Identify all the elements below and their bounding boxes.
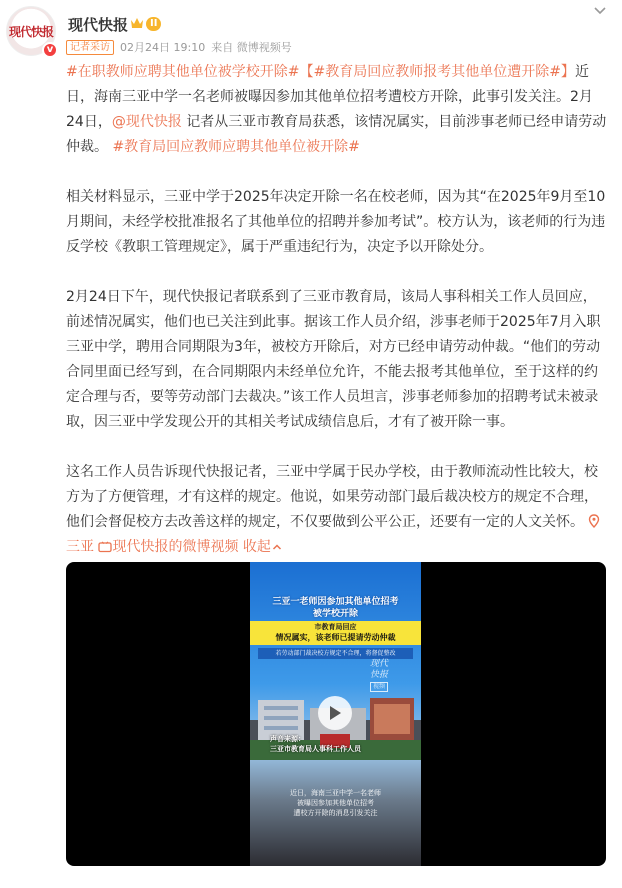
paragraph-1 <box>66 60 608 160</box>
post-footer-links <box>66 535 608 560</box>
post-source: 来自 微博视频号 <box>211 41 292 54</box>
source-line: 声音来源： <box>270 735 305 743</box>
video-sub-band: 若劳动部门裁决校方规定不合理，将督促整改 <box>258 648 413 659</box>
avatar-logo-text: 现代快报 <box>8 24 53 39</box>
band-line: 市教育局回应 <box>314 623 357 631</box>
video-caption <box>250 788 421 818</box>
post-content <box>66 60 608 560</box>
caption-line: 近日，海南三亚中学一名老师 <box>290 789 381 797</box>
post-time[interactable]: 02月24日 19:10 <box>120 41 206 54</box>
location-link[interactable]: 三亚 <box>66 539 94 555</box>
video-sound-source <box>270 734 361 754</box>
video-title-line: 被学校开除 <box>312 609 358 619</box>
watermark-line: 快报 <box>369 670 388 680</box>
watermark-box: 视频 <box>370 682 388 692</box>
hashtag-link[interactable]: 【#教育局回应教师报考其他单位遭开除#】 <box>299 64 575 80</box>
collapse-button[interactable]: 收起 <box>242 539 271 555</box>
video-title-line: 三亚一老师因参加其他单位招考 <box>272 597 399 607</box>
paragraph-3: 2月24日下午，现代快报记者联系到了三亚市教育局，该局人事科相关工作人员回应，前述情况属实，他们也已关注到此事。据该工作人员介绍，涉事老师于2025年7月入职三亚中学，聘用合同期限为3年，被校方开除后，对方已经申请劳动仲裁。“他们的劳动合同里面已经写到，在合同期限内未经单位允许，不能去报考其他单位，至于这样的约定合理与否，要等劳动部门去裁决。”该工作人员坦言，涉事老师参加的招聘考试未被录取，因三亚中学发现公开的其相关考试成绩信息后，才有了被开除一事。 <box>66 289 601 430</box>
location-icon <box>588 514 600 528</box>
paragraph-text: 这名工作人员告诉现代快报记者，三亚中学属于民办学校，由于教师流动性比较大，校方为了方便管理，才有这样的规定。他说，如果劳动部门最后裁决校方的规定不合理，他们会督促校方去改善这样的规定，不仅要做到公平公正，还要有一定的人文关怀。 <box>66 464 598 530</box>
post-meta <box>66 39 292 55</box>
paragraph-2: 相关材料显示，三亚中学于2025年决定开除一名在校老师，因为其“在2025年9月至10月期间，未经学校批准报名了其他单位的招聘并参加考试”。校方认为，该老师的行为违反学校《教职工管理规定》，属于严重违纪行为，决定予以开除处分。 <box>66 189 606 255</box>
mention-link[interactable]: @现代快报 <box>111 114 182 130</box>
band-line: 情况属实，该老师已提请劳动仲裁 <box>275 633 396 642</box>
paragraph-4 <box>66 460 608 535</box>
video-frame <box>250 562 421 866</box>
video-link[interactable]: 现代快报的微博视频 <box>112 539 239 555</box>
caption-line: 遭校方开除的消息引发关注 <box>293 809 378 817</box>
crown-icon <box>130 17 144 29</box>
hashtag-link[interactable]: #教育局回应教师应聘其他单位被开除# <box>112 139 360 155</box>
video-title <box>250 596 421 620</box>
watermark-line: 现代 <box>369 659 388 669</box>
level-badge: II <box>146 17 161 31</box>
paragraph-text: 近日，海南三亚中学一名老师被曝因参加其他单位招考遭校方开除，此事引发关注。2月24日， <box>66 64 593 130</box>
caption-line: 被曝因参加其他单位招考 <box>297 799 374 807</box>
play-icon <box>328 705 342 721</box>
video-player[interactable] <box>66 562 606 866</box>
post-tag: 记者采访 <box>66 40 114 55</box>
play-button[interactable] <box>318 696 352 730</box>
chevron-up-icon[interactable] <box>271 541 283 553</box>
source-line: 三亚市教育局人事科工作人员 <box>270 745 361 753</box>
chevron-down-icon[interactable] <box>590 4 610 18</box>
hashtag-link[interactable]: #在职教师应聘其他单位被学校开除# <box>66 64 300 80</box>
paragraph-text: 记者从三亚市教育局获悉，该情况属实，目前涉事老师已经申请劳动仲裁。 <box>66 114 607 155</box>
video-icon <box>98 541 112 553</box>
post-header <box>0 0 622 60</box>
author-name[interactable]: 现代快报 <box>68 16 129 34</box>
video-headline-band <box>250 621 421 645</box>
verified-badge-icon: v <box>42 42 58 58</box>
